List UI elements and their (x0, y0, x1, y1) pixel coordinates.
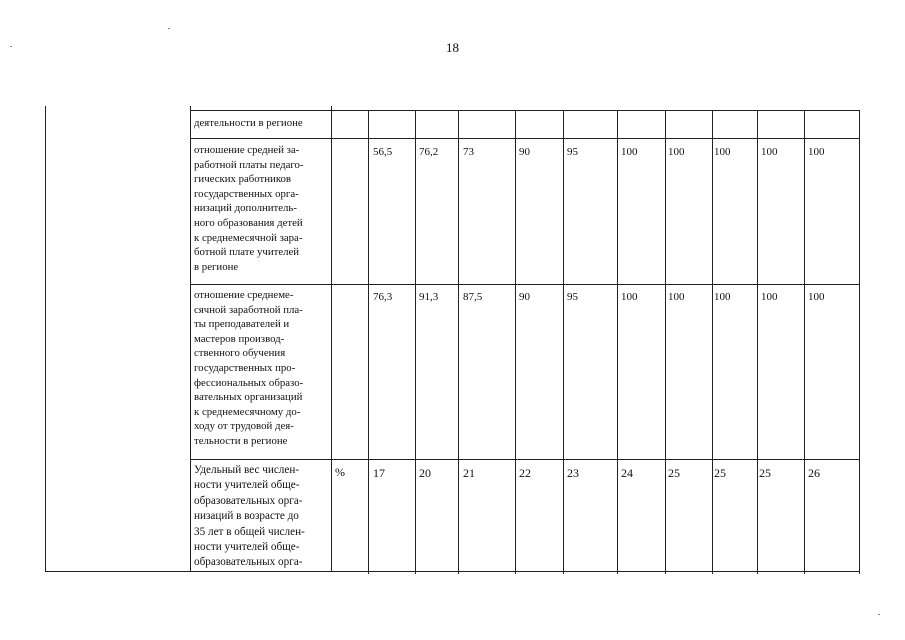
value-cell: 100 (621, 146, 638, 158)
description-line: ходу от трудовой дея- (194, 420, 294, 433)
description-line: государственных орга- (194, 187, 299, 200)
value-cell: 73 (463, 146, 474, 158)
value-cell: 100 (668, 291, 685, 303)
value-cell: 25 (668, 466, 680, 480)
description-line: ности учителей обще- (194, 541, 300, 554)
row-divider (190, 138, 860, 139)
value-cell: 21 (463, 466, 475, 480)
value-cell: 91,3 (419, 291, 439, 303)
page-number: 18 (446, 40, 459, 55)
table-bottom-border (45, 571, 860, 572)
column-divider (458, 110, 459, 574)
description-line: низаций в возрасте до (194, 510, 299, 523)
description-line: к среднемесячной зара- (194, 231, 303, 244)
row-divider (190, 459, 860, 460)
value-cell: 100 (714, 146, 731, 158)
value-cell: 100 (621, 291, 638, 303)
description-line: сячной заработной пла- (194, 303, 303, 316)
column-divider (515, 110, 516, 574)
value-cell: 100 (761, 291, 778, 303)
description-line: отношение среднеме- (194, 289, 294, 301)
column-divider (415, 110, 416, 574)
column-divider (665, 110, 666, 574)
value-cell: 26 (808, 466, 820, 480)
description-line: Удельный вес числен- (194, 464, 300, 476)
row-description (194, 143, 328, 274)
row-description (194, 463, 328, 571)
value-cell: 76,3 (373, 291, 393, 303)
value-cell: 76,2 (419, 146, 439, 158)
row-description (194, 288, 328, 449)
value-cell: 100 (808, 146, 825, 158)
description-line: деятельности в регионе (194, 117, 303, 129)
value-cell: 100 (668, 146, 685, 158)
column-divider (757, 110, 758, 574)
description-line: образовательных орга- (194, 556, 303, 569)
scan-speck (10, 46, 12, 47)
description-line: к среднемесячному до- (194, 405, 301, 418)
value-cell: 17 (373, 466, 385, 480)
value-cell: 90 (519, 291, 530, 303)
value-cell: 25 (714, 466, 726, 480)
description-line: ты преподавателей и (194, 318, 290, 331)
value-cell: 95 (567, 146, 578, 158)
description-line: гических работников (194, 173, 292, 186)
value-cell: 22 (519, 466, 531, 480)
description-line: ности учителей обще- (194, 479, 300, 492)
column-divider (368, 110, 369, 574)
table-left-border (45, 106, 46, 572)
description-line: ного образования детей (194, 216, 303, 229)
table-right-border (859, 110, 860, 574)
description-line: низаций дополнитель- (194, 202, 297, 215)
value-cell: 23 (567, 466, 579, 480)
value-cell: 56,5 (373, 146, 393, 158)
row-divider (190, 284, 860, 285)
description-line: ственного обучения (194, 347, 286, 360)
value-cell: 87,5 (463, 291, 483, 303)
description-line: фессиональных образо- (194, 376, 304, 389)
description-line: вательных организаций (194, 391, 303, 404)
description-line: мастеров производ- (194, 332, 285, 345)
description-line: в регионе (194, 260, 239, 273)
description-line: ботной плате учителей (194, 246, 300, 259)
description-line: образовательных орга- (194, 494, 303, 507)
row-description (194, 116, 328, 131)
value-cell: 100 (714, 291, 731, 303)
value-cell: 90 (519, 146, 530, 158)
column-divider (617, 110, 618, 574)
value-cell: 100 (808, 291, 825, 303)
value-cell: 20 (419, 466, 431, 480)
column-divider (331, 106, 332, 572)
column-divider (190, 106, 191, 572)
description-line: отношение средней за- (194, 144, 300, 156)
row-divider (190, 110, 860, 111)
scan-speck (168, 28, 170, 29)
column-divider (563, 110, 564, 574)
scan-speck (878, 614, 880, 615)
column-divider (804, 110, 805, 574)
value-cell: 25 (759, 466, 771, 480)
description-line: 35 лет в общей числен- (194, 525, 305, 538)
description-line: тельности в регионе (194, 434, 288, 447)
unit-cell: % (335, 465, 345, 479)
column-divider (712, 110, 713, 574)
value-cell: 95 (567, 291, 578, 303)
value-cell: 100 (761, 146, 778, 158)
description-line: государственных про- (194, 361, 296, 374)
value-cell: 24 (621, 466, 633, 480)
description-line: работной платы педаго- (194, 158, 304, 171)
